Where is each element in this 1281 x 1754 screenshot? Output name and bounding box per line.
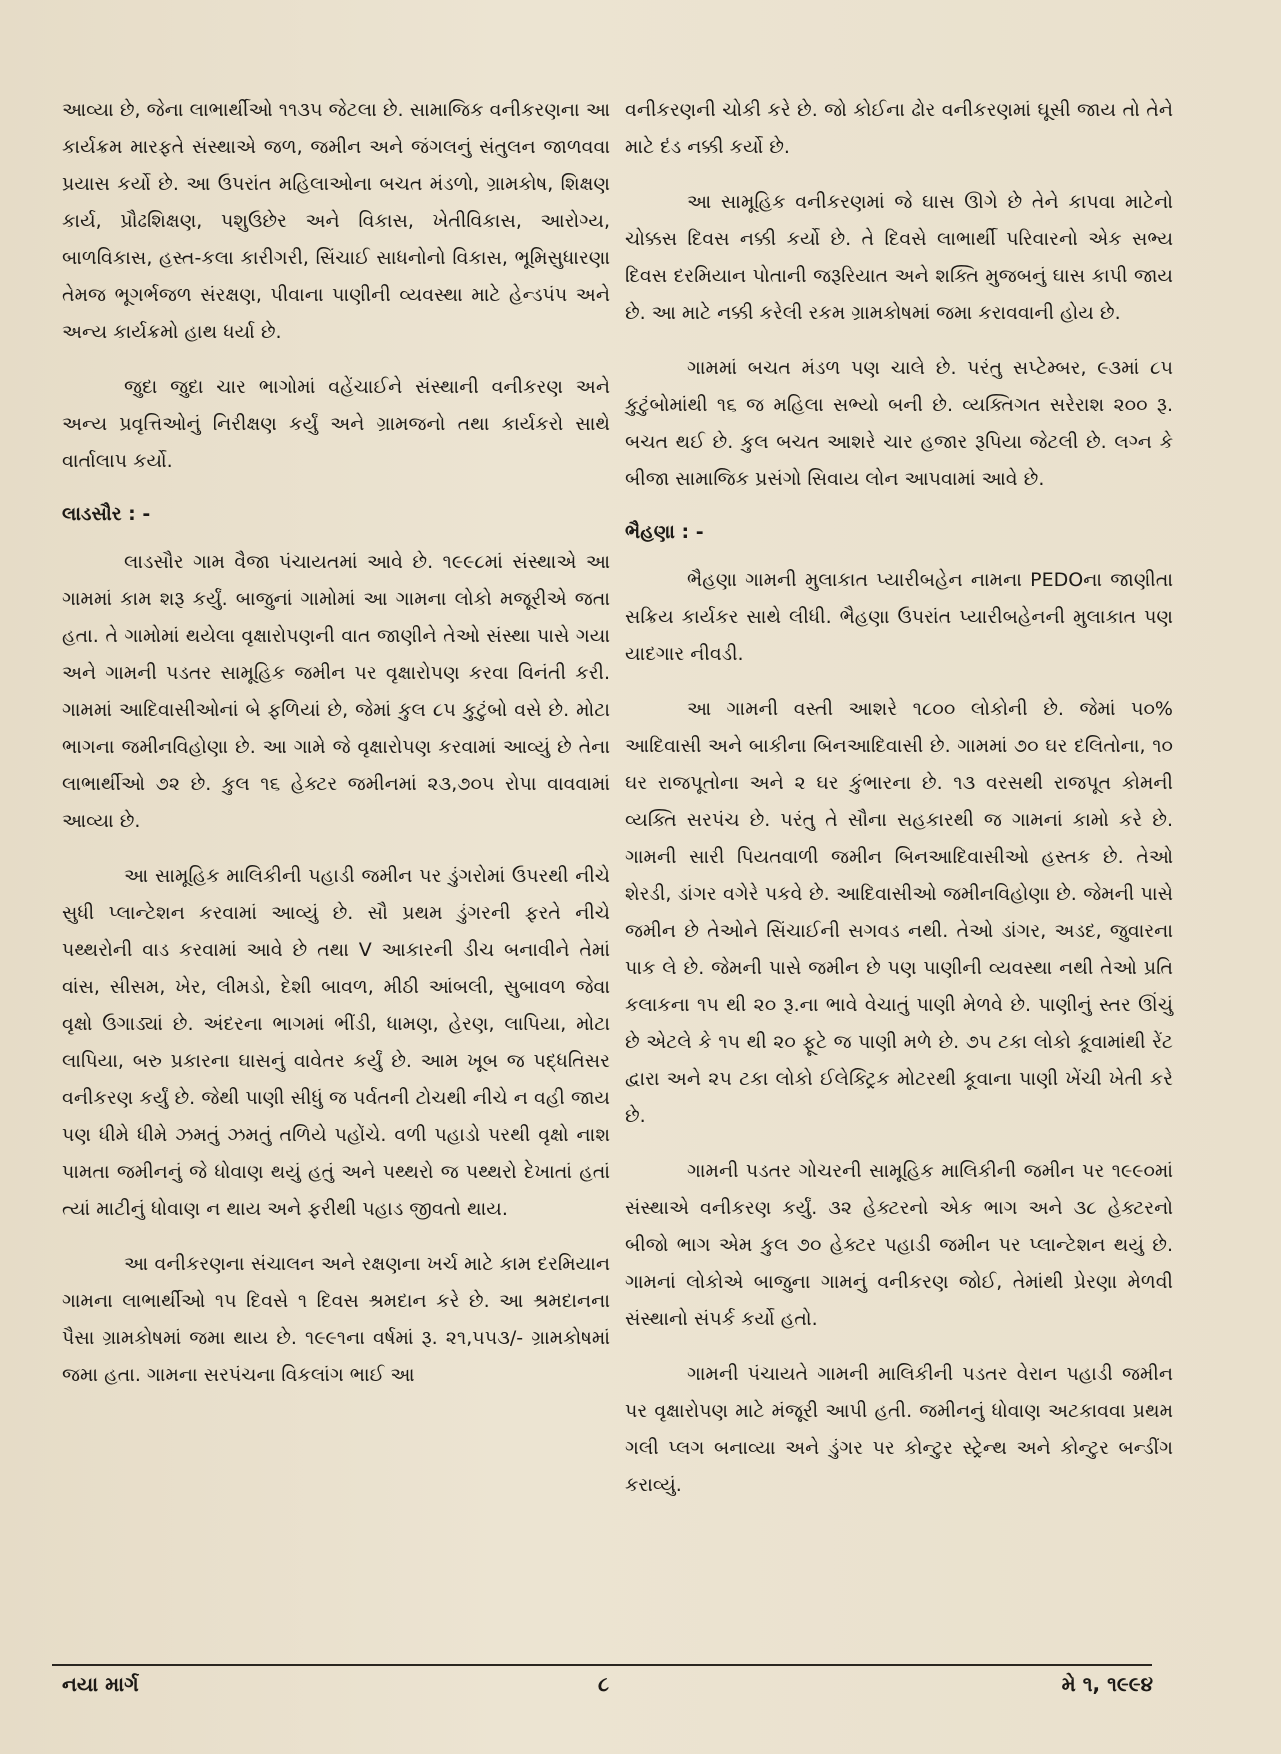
section-heading-ladsaur: લાડસૌર : - — [62, 503, 151, 525]
section-heading-bhaihana: ભૈહણા : - — [625, 521, 704, 543]
paragraph: ભૈહણા ગામની મુલાકાત પ્યારીબહેન નામના PEDOના જાણીતા સક્રિય કાર્યકર સાથે લીધી. ભૈહણા ઉપરાંત પ્યારીબહેનની મુલાકાત પણ યાદગાર નીવડી. — [625, 569, 1173, 665]
magazine-name: નયા માર્ગ — [62, 1672, 139, 1696]
paragraph: આ સામૂહિક માલિકીની પહાડી જમીન પર ડુંગરોમાં ઉપરથી નીચે સુધી પ્લાન્ટેશન કરવામાં આવ્યું છે. સૌ પ્રથમ ડુંગરની ફરતે નીચે પથ્થરોની વાડ કરવામાં આવે છે તથા V આકારની ડીચ બનાવીને તેમાં વાંસ, સીસમ, ખેર, લીમડો, દેશી બાવળ, મીઠી આંબલી, સુબાવળ જેવા વૃક્ષો ઉગાડ્યાં છે. અંદરના ભાગમાં ભીંડી, ધામણ, હેરણ, લાપિયા, મોટા લાપિયા, બરુ પ્રકારના ઘાસનું વાવેતર કર્યું છે. આમ ખૂબ જ પદ્ધતિસર વનીકરણ કર્યું છે. જેથી પાણી સીધું જ પર્વતની ટોચથી નીચે ન વહી જાય પણ ધીમે ધીમે ઝમતું ઝમતું તળિયે પહોંચે. વળી પહાડો પરથી વૃક્ષો નાશ પામતા જમીનનું જે ધોવાણ થયું હતું અને પથ્થરો જ પથ્થરો દેખાતાં હતાં ત્યાં માટીનું ધોવાણ ન થાય અને ફરીથી પહાડ જીવતો થાય. — [62, 865, 610, 1220]
footer-divider — [52, 1664, 1152, 1666]
issue-date: મે ૧, ૧૯૯૪ — [1061, 1672, 1153, 1696]
paragraph: ગામની પડતર ગોચરની સામૂહિક માલિકીની જમીન પર ૧૯૯૦માં સંસ્થાએ વનીકરણ કર્યું. ૩૨ હેક્ટરનો એક ભાગ અને ૩૮ હેક્ટરનો બીજો ભાગ એમ કુલ ૭૦ હેક્ટર પહાડી જમીન પર પ્લાન્ટેશન થયું છે. ગામનાં લોકોએ બાજુના ગામનું વનીકરણ જોઈ, તેમાંથી પ્રેરણા મેળવી સંસ્થાનો સંપર્ક કર્યો હતો. — [625, 1160, 1173, 1330]
paragraph: આ ગામની વસ્તી આશરે ૧૮૦૦ લોકોની છે. જેમાં ૫૦% આદિવાસી અને બાકીના બિનઆદિવાસી છે. ગામમાં ૭૦ ઘર દલિતોના, ૧૦ ઘર રાજપૂતોના અને ૨ ઘર કુંભારના છે. ૧૩ વરસથી રાજપૂત કોમની વ્યક્તિ સરપંચ છે. પરંતુ તે સૌના સહકારથી જ ગામનાં કામો કરે છે. ગામની સારી પિયતવાળી જમીન બિનઆદિવાસીઓ હસ્તક છે. તેઓ શેરડી, ડાંગર વગેરે પકવે છે. આદિવાસીઓ જમીનવિહોણા છે. જેમની પાસે જમીન છે તેઓને સિંચાઈની સગવડ નથી. તેઓ ડાંગર, અડદ, જુવારના પાક લે છે. જેમની પાસે જમીન છે પણ પાણીની વ્યવસ્થા નથી તેઓ પ્રતિ કલાકના ૧૫ થી ૨૦ રૂ.ના ભાવે વેચાતું પાણી મેળવે છે. પાણીનું સ્તર ઊંચું છે એટલે કે ૧૫ થી ૨૦ ફૂટે જ પાણી મળે છે. ૭૫ ટકા લોકો કૂવામાંથી રેંટ દ્વારા અને ૨૫ ટકા લોકો ઈલેક્ટ્રિક મોટરથી કૂવાના પાણી ખેંચી ખેતી કરે છે. — [625, 698, 1173, 1127]
paragraph: આ સામૂહિક વનીકરણમાં જે ઘાસ ઊગે છે તેને કાપવા માટેનો ચોક્કસ દિવસ નક્કી કર્યો છે. તે દિવસે લાભાર્થી પરિવારનો એક સભ્ય દિવસ દરમિયાન પોતાની જરૂરિયાત અને શક્તિ મુજબનું ઘાસ કાપી જાય છે. આ માટે નક્કી કરેલી રકમ ગ્રામકોષમાં જમા કરાવવાની હોય છે. — [625, 191, 1173, 324]
paragraph: જુદા જુદા ચાર ભાગોમાં વહેંચાઈને સંસ્થાની વનીકરણ અને અન્ય પ્રવૃત્તિઓનું નિરીક્ષણ કર્યું અને ગ્રામજનો તથા કાર્યકરો સાથે વાર્તાલાપ કર્યો. — [62, 376, 610, 472]
page-number: ૮ — [598, 1672, 609, 1696]
paragraph: વનીકરણની ચોકી કરે છે. જો કોઈના ઢોર વનીકરણમાં ઘૂસી જાય તો તેને માટે દંડ નક્કી કર્યો છે. — [625, 99, 1173, 158]
paragraph: આ વનીકરણના સંચાલન અને રક્ષણના ખર્ચ માટે કામ દરમિયાન ગામના લાભાર્થીઓ ૧૫ દિવસે ૧ દિવસ શ્રમદાન કરે છે. આ શ્રમદાનના પૈસા ગ્રામકોષમાં જમા થાય છે. ૧૯૯૧ના વર્ષમાં રૂ. ૨૧,૫૫૩/- ગ્રામકોષમાં જમા હતા. ગામના સરપંચના વિકલાંગ ભાઈ આ — [62, 1253, 610, 1386]
paragraph: ગામમાં બચત મંડળ પણ ચાલે છે. પરંતુ સપ્ટેમ્બર, ૯૩માં ૮૫ કુટુંબોમાંથી ૧૬ જ મહિલા સભ્યો બની છે. વ્યક્તિગત સરેરાશ ૨૦૦ રૂ. બચત થઈ છે. કુલ બચત આશરે ચાર હજાર રૂપિયા જેટલી છે. લગ્ન કે બીજા સામાજિક પ્રસંગો સિવાય લોન આપવામાં આવે છે. — [625, 357, 1173, 490]
paragraph: આવ્યા છે, જેના લાભાર્થીઓ ૧૧૩૫ જેટલા છે. સામાજિક વનીકરણના આ કાર્યક્રમ મારફતે સંસ્થાએ જળ, જમીન અને જંગલનું સંતુલન જાળવવા પ્રયાસ કર્યો છે. આ ઉપરાંત મહિલાઓના બચત મંડળો, ગ્રામકોષ, શિક્ષણ કાર્ય, પ્રૌઢશિક્ષણ, પશુઉછેર અને વિકાસ, ખેતીવિકાસ, આરોગ્ય, બાળવિકાસ, હસ્ત-કલા કારીગરી, સિંચાઈ સાધનોનો વિકાસ, ભૂમિસુધારણા તેમજ ભૂગર્ભજળ સંરક્ષણ, પીવાના પાણીની વ્યવસ્થા માટે હેન્ડપંપ અને અન્ય કાર્યક્રમો હાથ ધર્યા છે. — [62, 99, 610, 343]
paragraph: ગામની પંચાયતે ગામની માલિકીની પડતર વેરાન પહાડી જમીન પર વૃક્ષારોપણ માટે મંજૂરી આપી હતી. જમીનનું ધોવાણ અટકાવવા પ્રથમ ગલી પ્લગ બનાવ્યા અને ડુંગર પર કોન્ટુર સ્ટ્રેન્થ અને કોન્ટુર બન્ડીંગ કરાવ્યું. — [625, 1363, 1173, 1496]
paragraph: લાડસૌર ગામ વૈજા પંચાયતમાં આવે છે. ૧૯૯૮માં સંસ્થાએ આ ગામમાં કામ શરૂ કર્યું. બાજુનાં ગામોમાં આ ગામના લોકો મજૂરીએ જતા હતા. તે ગામોમાં થયેલા વૃક્ષારોપણની વાત જાણીને તેઓ સંસ્થા પાસે ગયા અને ગામની પડતર સામૂહિક જમીન પર વૃક્ષારોપણ કરવા વિનંતી કરી. ગામમાં આદિવાસીઓનાં બે ફળિયાં છે, જેમાં કુલ ૮૫ કુટુંબો વસે છે. મોટા ભાગના જમીનવિહોણા છે. આ ગામે જે વૃક્ષારોપણ કરવામાં આવ્યું છે તેના લાભાર્થીઓ ૭૨ છે. કુલ ૧૬ હેક્ટર જમીનમાં ૨૩,૭૦૫ રોપા વાવવામાં આવ્યા છે. — [62, 551, 610, 832]
left-column — [62, 92, 610, 1412]
right-column — [625, 92, 1173, 1522]
